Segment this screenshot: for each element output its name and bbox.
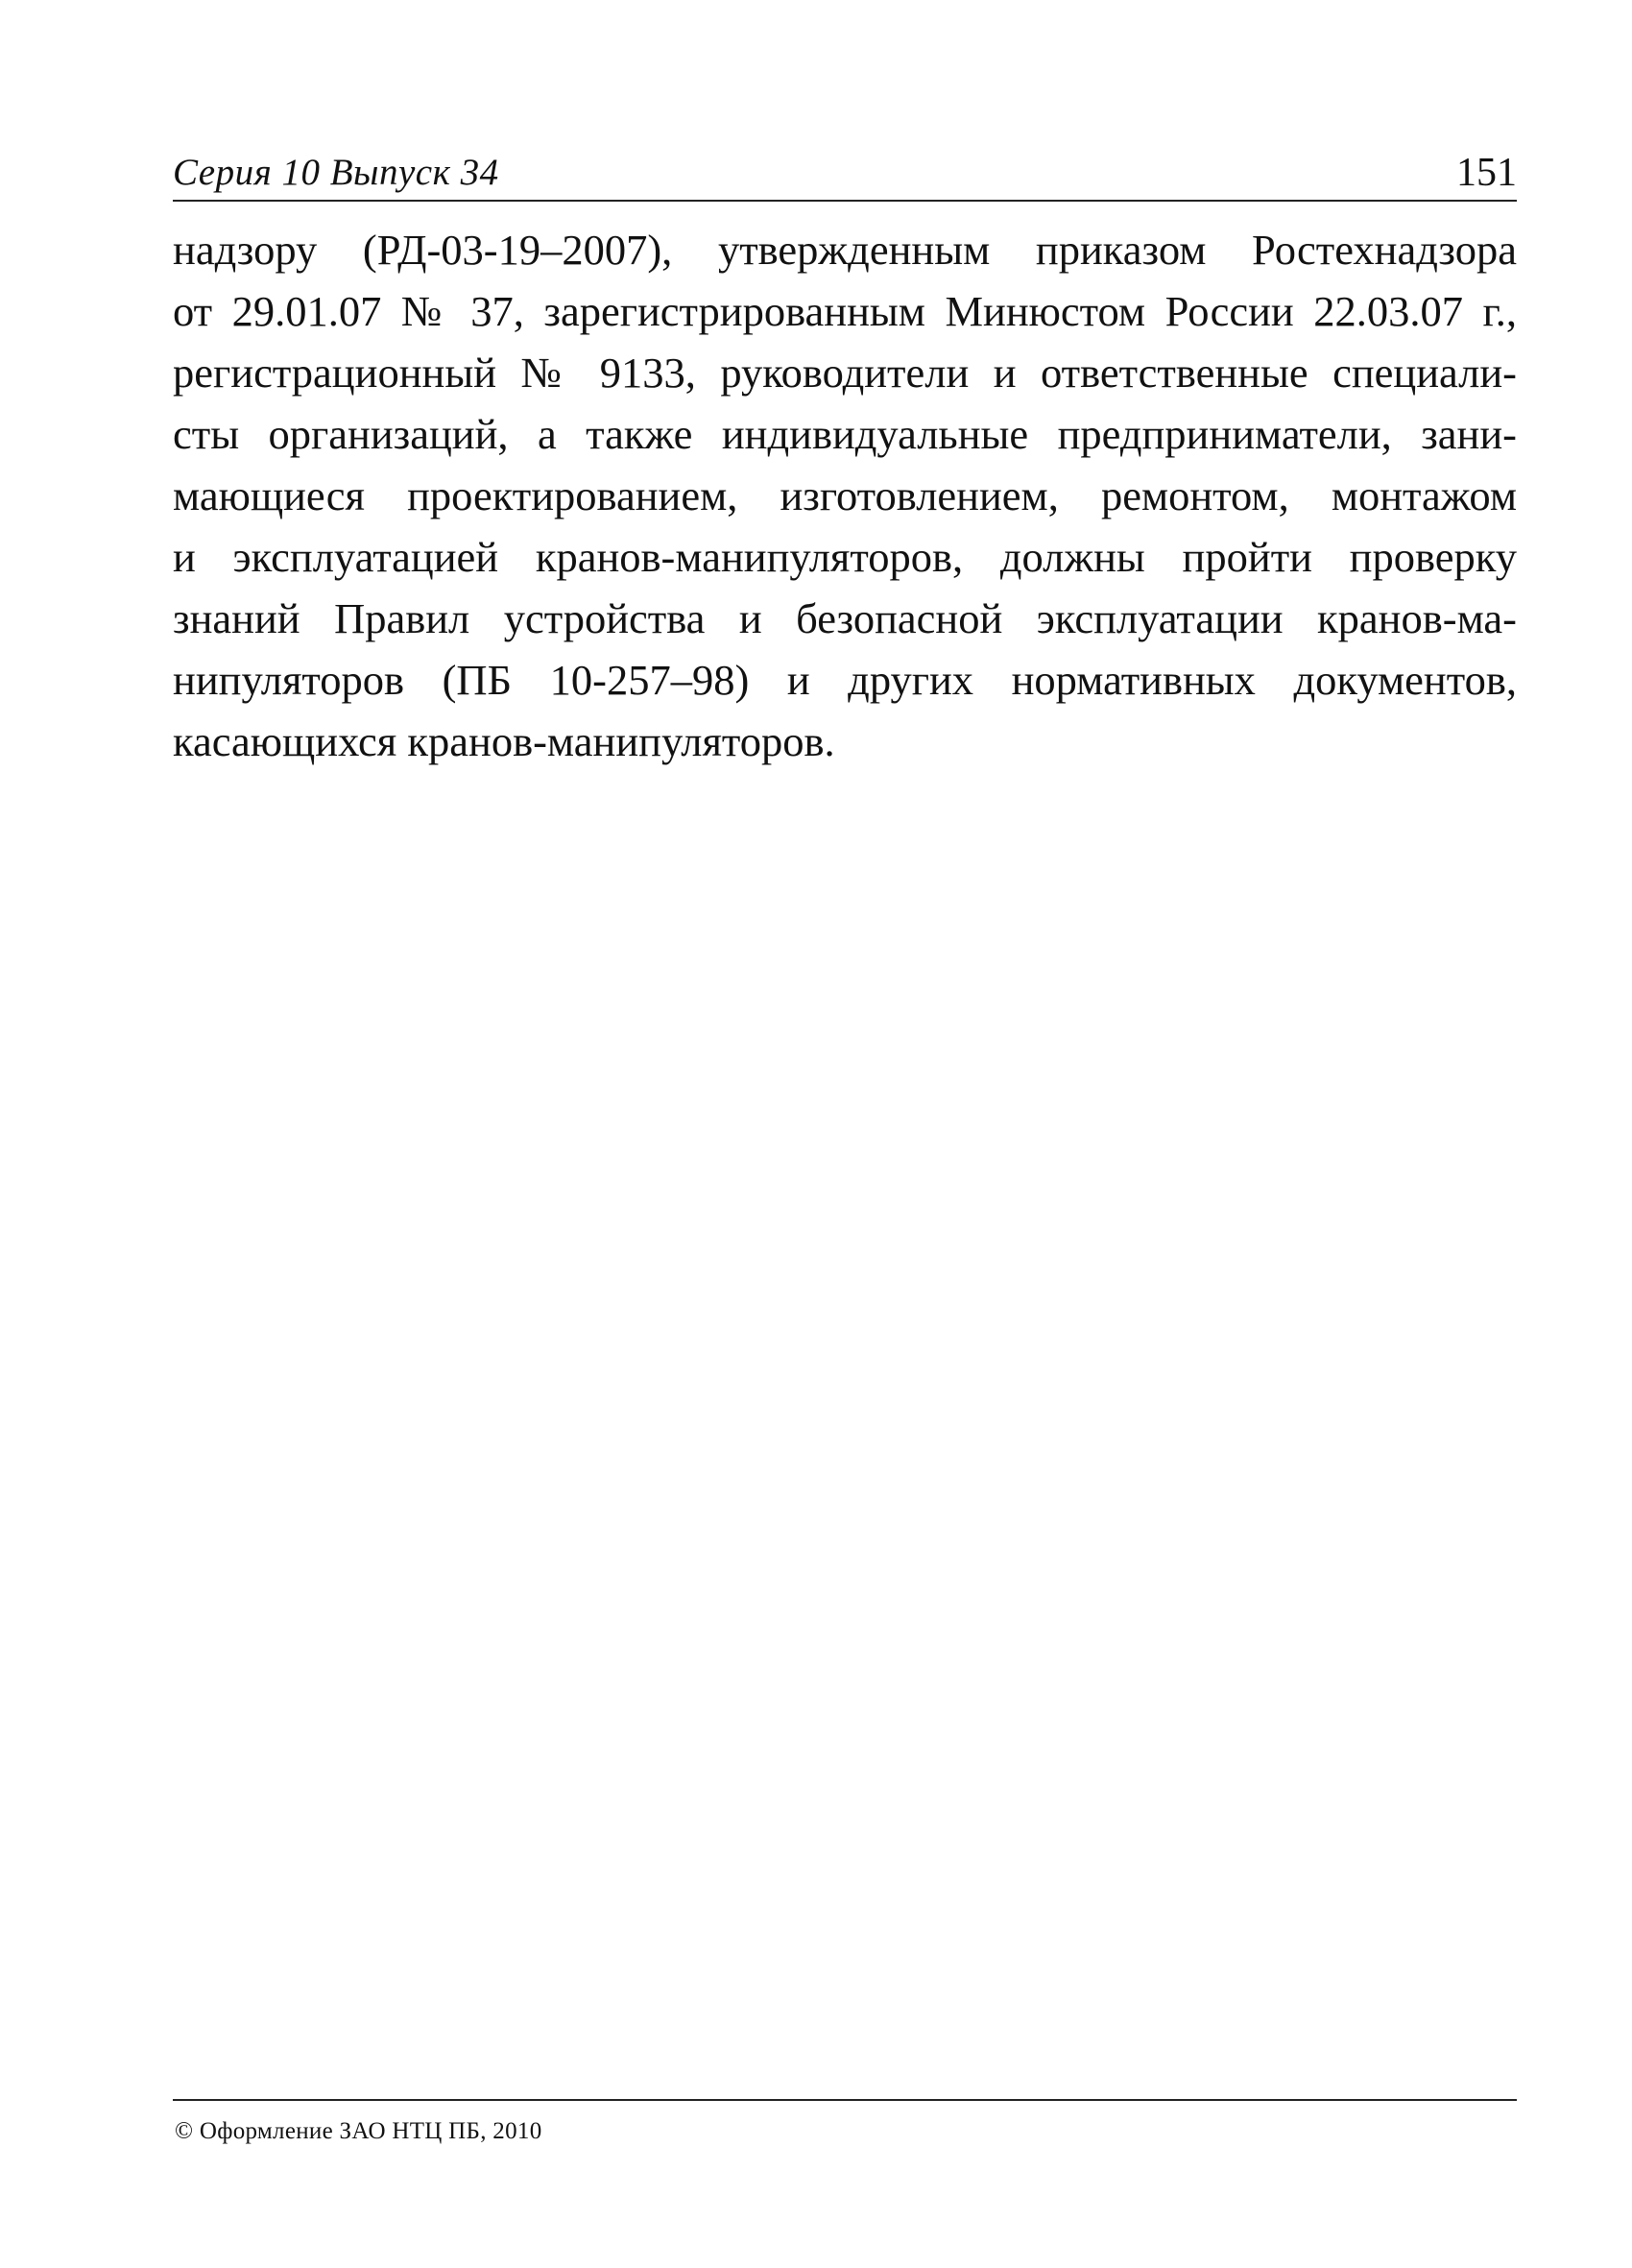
- text-line: знаний Правил устройства и безопасной эксплуатации кранов-ма-: [173, 594, 1517, 642]
- text-line: сты организаций, а также индивидуальные предприниматели, зани-: [173, 410, 1517, 458]
- text-line: надзору (РД-03-19–2007), утвержденным приказом Ростехнадзора: [173, 226, 1517, 274]
- footer-divider: [173, 2099, 1517, 2101]
- running-header: [173, 146, 1517, 202]
- text-line: касающихся кранов-манипуляторов.: [173, 717, 835, 765]
- text-line: и эксплуатацией кранов-манипуляторов, должны пройти проверку: [173, 533, 1517, 581]
- text-line: мающиеся проектированием, изготовлением, ремонтом, монтажом: [173, 471, 1517, 519]
- text-line: от 29.01.07 № 37, зарегистрированным Минюстом России 22.03.07 г.,: [173, 287, 1517, 335]
- copyright-note: © Оформление ЗАО НТЦ ПБ, 2010: [175, 2118, 542, 2144]
- text-line: регистрационный № 9133, руководители и ответственные специали-: [173, 349, 1517, 397]
- text-line: нипуляторов (ПБ 10-257–98) и других нормативных документов,: [173, 656, 1517, 704]
- page-number: 151: [1456, 151, 1517, 195]
- body-text: [173, 219, 1517, 772]
- series-title: Серия 10 Выпуск 34: [173, 152, 499, 193]
